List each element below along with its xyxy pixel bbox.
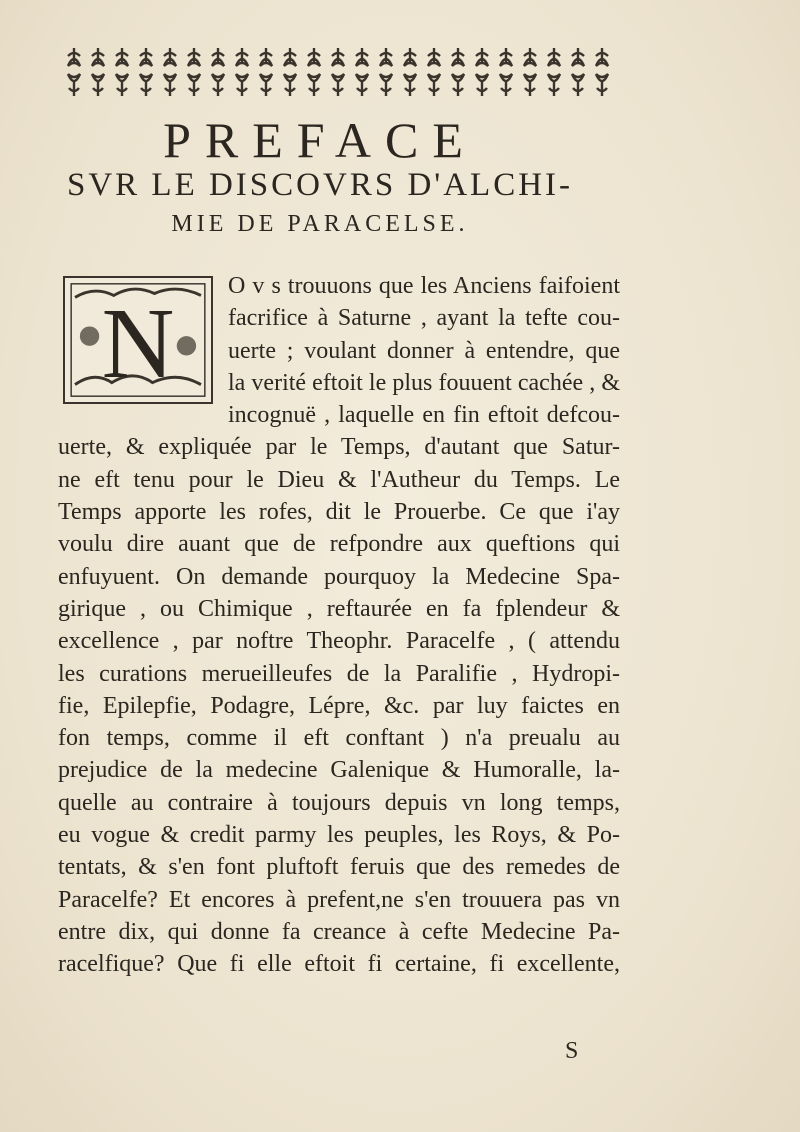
- decorative-headpiece: [58, 40, 618, 102]
- text-line: fon temps, comme il eft conftant ) n'a preualu au: [58, 725, 620, 752]
- text-line: ne eft tenu pour le Dieu & l'Autheur du Temps. Le: [58, 466, 620, 493]
- text-line: entre dix, qui donne fa creance à cefte Medecine Pa-: [58, 918, 620, 945]
- text-line: enfuyuent. On demande pourquoy la Medecine Spa-: [58, 563, 620, 590]
- text-line: eu vogue & credit parmy les peuples, les Roys, & Po-: [58, 822, 620, 849]
- body-text: [58, 270, 620, 981]
- text-line: uerte, & expliquée par le Temps, d'autant que Satur-: [58, 434, 620, 461]
- text-line: quelle au contraire à toujours depuis vn long temps,: [58, 789, 620, 816]
- text-line: voulu dire auant que de refpondre aux queftions qui: [58, 531, 620, 558]
- text-line: excellence , par noftre Theophr. Paracelfe , ( attendu: [58, 628, 620, 655]
- text-line: uerte ; voulant donner à entendre, que: [228, 337, 620, 364]
- page-title: PREFACE: [163, 112, 477, 168]
- text-line: la verité eftoit le plus fouuent cachée , &: [228, 369, 620, 396]
- text-line: facrifice à Saturne , ayant la tefte cou-: [228, 305, 620, 332]
- text-line: Paracelfe? Et encores à prefent,ne s'en trouuera pas vn: [58, 886, 620, 913]
- text-line: O v s trouuons que les Anciens faifoient: [228, 273, 620, 299]
- text-line: fie, Epilepfie, Podagre, Lépre, &c. par luy faictes en: [58, 692, 620, 719]
- catchword: S: [565, 1038, 579, 1064]
- text-line: incognuë , laquelle en fin eftoit defcou-: [228, 402, 620, 429]
- text-line: Temps apporte les rofes, dit le Prouerbe. Ce que i'ay: [58, 499, 620, 526]
- subtitle-line-2: MIE DE PARACELSE.: [171, 211, 469, 237]
- drop-cap-letter: N: [101, 286, 175, 399]
- subtitle-line-1: SVR LE DISCOVRS D'ALCHI-: [66, 167, 574, 203]
- text-line: les curations merueilleufes de la Paralifie , Hydropi-: [58, 660, 620, 687]
- text-line: prejudice de la medecine Galenique & Humoralle, la-: [58, 757, 620, 784]
- text-line: racelfique? Que fi elle eftoit fi certaine, fi excellente,: [58, 951, 620, 978]
- text-line: girique , ou Chimique , reftaurée en fa fplendeur &: [58, 595, 620, 622]
- text-line: tentats, & s'en font pluftoft feruis que des remedes de: [58, 854, 620, 881]
